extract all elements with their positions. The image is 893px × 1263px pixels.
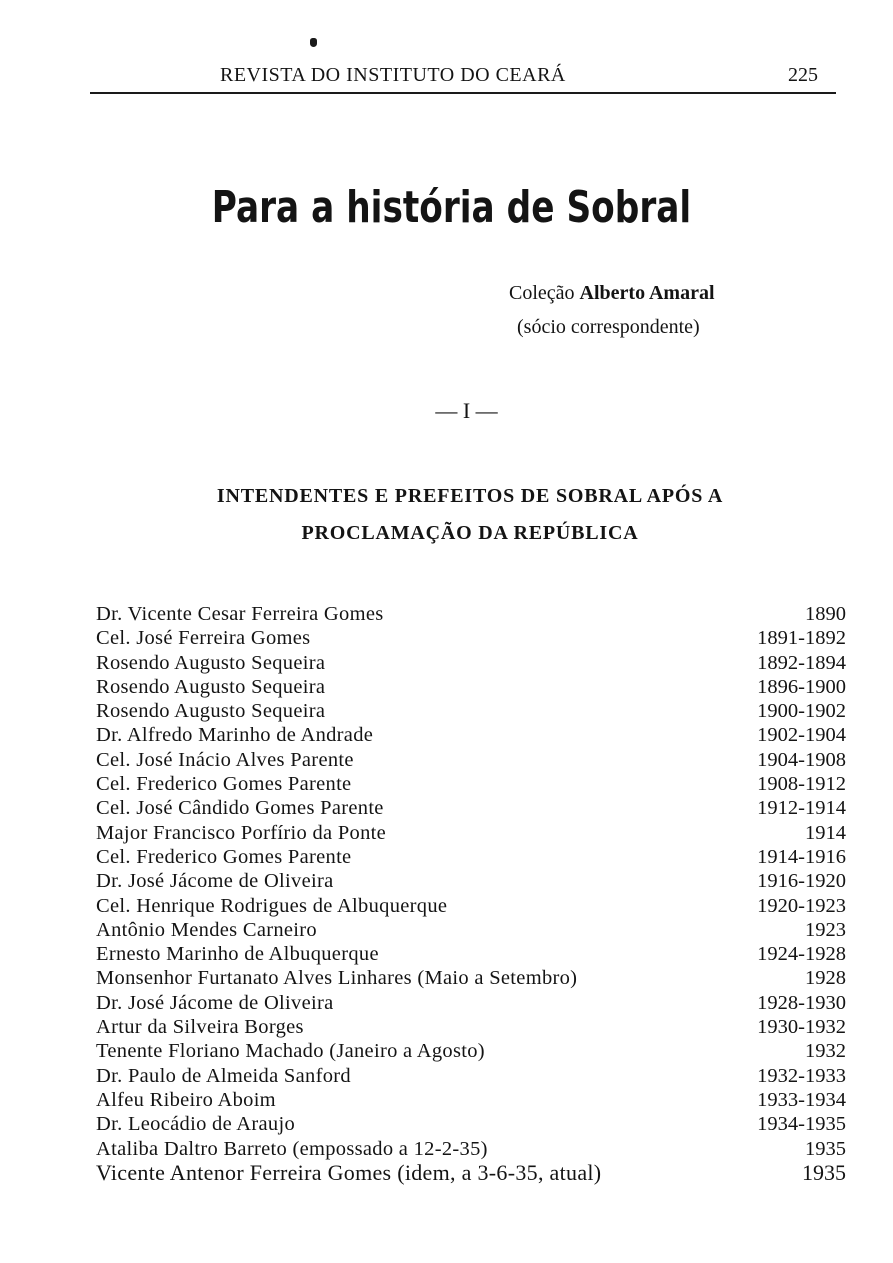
official-row [96, 772, 846, 796]
official-name: Cel. José Inácio Alves Parente [96, 748, 354, 771]
official-years: 1923 [805, 918, 846, 941]
official-row [96, 1161, 846, 1185]
official-name: Vicente Antenor Ferreira Gomes (idem, a 3-6-35, atual) [96, 1159, 602, 1185]
official-name: Artur da Silveira Borges [96, 1016, 304, 1039]
official-years: 1928-1930 [757, 991, 846, 1014]
official-row [96, 626, 846, 650]
official-row [96, 845, 846, 869]
official-years: 1892-1894 [757, 651, 846, 674]
official-row [96, 869, 846, 893]
official-years: 1912-1914 [757, 797, 846, 820]
official-row [96, 748, 846, 772]
official-name: Major Francisco Porfírio da Ponte [96, 821, 387, 844]
official-row [96, 894, 846, 918]
official-name: Cel. José Ferreira Gomes [96, 627, 311, 650]
official-years: 1928 [805, 967, 846, 990]
article-title: Para a história de Sobral [211, 182, 692, 233]
official-name: Ataliba Daltro Barreto (empossado a 12-2-35) [96, 1137, 488, 1160]
official-name: Dr. Leocádio de Araujo [96, 1113, 296, 1136]
official-years: 1904-1908 [757, 748, 846, 771]
official-row [96, 918, 846, 942]
official-name: Rosendo Augusto Sequeira [96, 675, 326, 698]
official-row [96, 796, 846, 820]
official-years: 1933-1934 [757, 1088, 846, 1111]
official-years: 1916-1920 [757, 870, 846, 893]
byline-prefix: Coleção [509, 282, 575, 304]
official-name: Rosendo Augusto Sequeira [96, 700, 326, 723]
section-number: — I — [435, 398, 498, 423]
official-name: Dr. José Jácome de Oliveira [96, 991, 334, 1014]
official-name: Dr. José Jácome de Oliveira [96, 870, 334, 893]
official-row [96, 651, 846, 675]
official-row [96, 966, 846, 990]
official-row [96, 1088, 846, 1112]
section-heading-line-2: PROCLAMAÇÃO DA REPÚBLICA [301, 522, 639, 544]
official-years: 1900-1902 [757, 700, 846, 723]
page-number: 225 [788, 64, 818, 86]
official-years: 1896-1900 [757, 675, 846, 698]
official-row [96, 675, 846, 699]
official-row [96, 1064, 846, 1088]
official-row [96, 991, 846, 1015]
official-row [96, 723, 846, 747]
official-years: 1891-1892 [757, 627, 846, 650]
running-title: REVISTA DO INSTITUTO DO CEARÁ [220, 64, 566, 86]
official-name: Monsenhor Furtanato Alves Linhares (Maio a Setembro) [96, 967, 578, 990]
official-row [96, 1015, 846, 1039]
official-name: Cel. Frederico Gomes Parente [96, 845, 352, 868]
official-years: 1935 [805, 1137, 846, 1160]
official-name: Tenente Floriano Machado (Janeiro a Agosto) [96, 1040, 485, 1063]
official-row [96, 821, 846, 845]
official-years: 1914 [805, 821, 846, 844]
official-name: Dr. Vicente Cesar Ferreira Gomes [96, 603, 384, 625]
official-row [96, 1112, 846, 1136]
official-row [96, 942, 846, 966]
official-row [96, 699, 846, 723]
official-years: 1908-1912 [757, 773, 846, 796]
official-name: Ernesto Marinho de Albuquerque [96, 943, 379, 966]
official-years: 1920-1923 [757, 894, 846, 917]
official-years: 1932-1933 [757, 1064, 846, 1087]
officials-list [96, 602, 846, 1185]
official-name: Cel. José Cândido Gomes Parente [96, 797, 384, 820]
official-name: Dr. Paulo de Almeida Sanford [96, 1064, 351, 1087]
official-years: 1924-1928 [757, 943, 846, 966]
official-years: 1934-1935 [757, 1113, 846, 1136]
byline-role: (sócio correspondente) [517, 316, 700, 338]
official-years: 1930-1932 [757, 1016, 846, 1039]
official-years: 1914-1916 [757, 845, 846, 868]
official-name: Cel. Henrique Rodrigues de Albuquerque [96, 894, 448, 917]
byline-author: Alberto Amaral [579, 282, 715, 304]
official-years: 1890 [805, 603, 846, 625]
official-row [96, 1137, 846, 1161]
section-heading [140, 478, 800, 552]
running-header [90, 60, 836, 94]
official-row [96, 1039, 846, 1063]
official-name: Rosendo Augusto Sequeira [96, 651, 326, 674]
official-name: Alfeu Ribeiro Aboim [96, 1088, 276, 1111]
section-heading-line-1: INTENDENTES E PREFEITOS DE SOBRAL APÓS A [216, 485, 724, 507]
byline [509, 276, 715, 344]
official-years: 1935 [802, 1159, 846, 1185]
official-years: 1902-1904 [757, 724, 846, 747]
ink-speck [310, 38, 317, 47]
official-name: Cel. Frederico Gomes Parente [96, 773, 352, 796]
official-row [96, 602, 846, 626]
official-name: Dr. Alfredo Marinho de Andrade [96, 724, 374, 747]
official-name: Antônio Mendes Carneiro [96, 918, 317, 941]
official-years: 1932 [805, 1040, 846, 1063]
